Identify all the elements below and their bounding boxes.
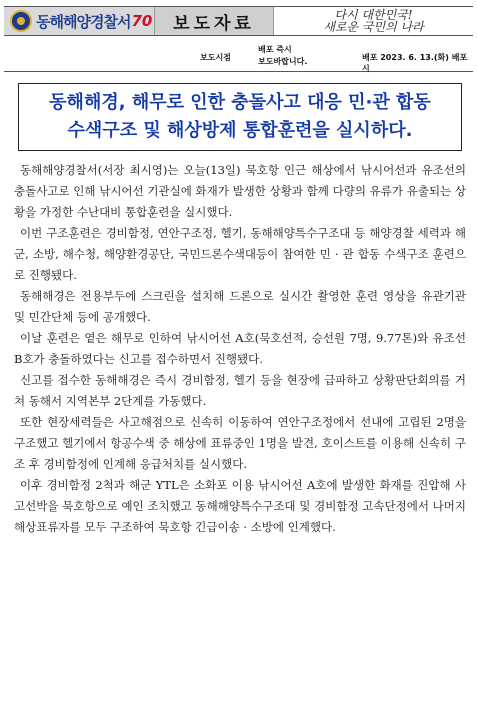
coast-guard-emblem-icon <box>10 10 32 32</box>
organization-name: 동해해양경찰서 <box>36 12 131 31</box>
document-header <box>4 6 473 36</box>
embargo-line-1: 배포 즉시 <box>258 45 292 54</box>
release-info <box>4 42 473 72</box>
article-body <box>14 160 466 538</box>
paragraph: 동해해경은 전용부두에 스크린을 설치해 드론으로 실시간 촬영한 훈련 영상을 유관기관 및 민간단체 등에 공개했다. <box>14 289 466 324</box>
paragraph: 신고를 접수한 동해해경은 즉시 경비함정, 헬기 등을 현장에 급파하고 상황판단회의를 거쳐 동해서 지역본부 2단계를 가동했다. <box>14 373 466 408</box>
embargo-line-2: 보도바랍니다. <box>258 57 308 66</box>
embargo-note <box>258 44 307 68</box>
paragraph: 이날 훈련은 옅은 해무로 인하여 낚시어선 A호(묵호선적, 승선원 7명, 9.77톤)와 유조선 B호가 충돌하였다는 신고를 접수하면서 진행됐다. <box>14 331 466 366</box>
slogan-line-1: 다시 대한민국! <box>334 8 413 22</box>
press-release-label: 보도자료 <box>154 7 274 35</box>
government-slogan <box>274 7 473 35</box>
paragraph: 이후 경비함정 2척과 해군 YTL은 소화포 이용 낚시어선 A호에 발생한 화재를 진압해 사고선박을 묵호항으로 예인 조치했고 동해해양특수구조대 및 경비함정 고속단정에서 나머지 해상표류자를 모두 구조하여 묵호항 긴급이송 · 소방에 인계했다. <box>14 478 466 534</box>
paragraph: 또한 현장세력들은 사고해점으로 신속히 이동하여 연안구조정에서 선내에 고립된 2명을 구조했고 헬기에서 항공수색 중 해상에 표류중인 1명을 발견, 호이스트를 이용해 신속히 구조 후 경비함정에 인계해 응급처치를 실시했다. <box>14 415 466 471</box>
paragraph: 동해해양경찰서(서장 최시영)는 오늘(13일) 묵호항 인근 해상에서 낚시어선과 유조선의 충돌사고로 인해 낚시어선 기관실에 화재가 발생한 상황과 함께 다량의 유류가 유출되는 상황을 가정한 수난대비 통합훈련을 실시했다. <box>14 163 466 219</box>
paragraph: 이번 구조훈련은 경비함정, 연안구조정, 헬기, 동해해양특수구조대 등 해양경찰 세력과 해군, 소방, 해수청, 해양환경공단, 국민드론수색대등이 참여한 민 · 관 합동 수색구조 훈련으로 진행됐다. <box>14 226 466 282</box>
organization-logo <box>4 7 154 35</box>
headline-line-1: 동해해경, 해무로 인한 충돌사고 대응 민·관 합동 <box>49 92 431 113</box>
issue-date: 배포 2023. 6. 13.(화) 배포시 <box>362 53 468 73</box>
release-time-label: 보도시점 <box>200 53 231 62</box>
headline-line-2: 수색구조 및 해상방제 통합훈련을 실시하다. <box>67 120 413 141</box>
headline-box <box>18 83 462 151</box>
slogan-line-2: 새로운 국민의 나라 <box>323 20 424 34</box>
anniversary-mark: 70 <box>131 12 153 30</box>
